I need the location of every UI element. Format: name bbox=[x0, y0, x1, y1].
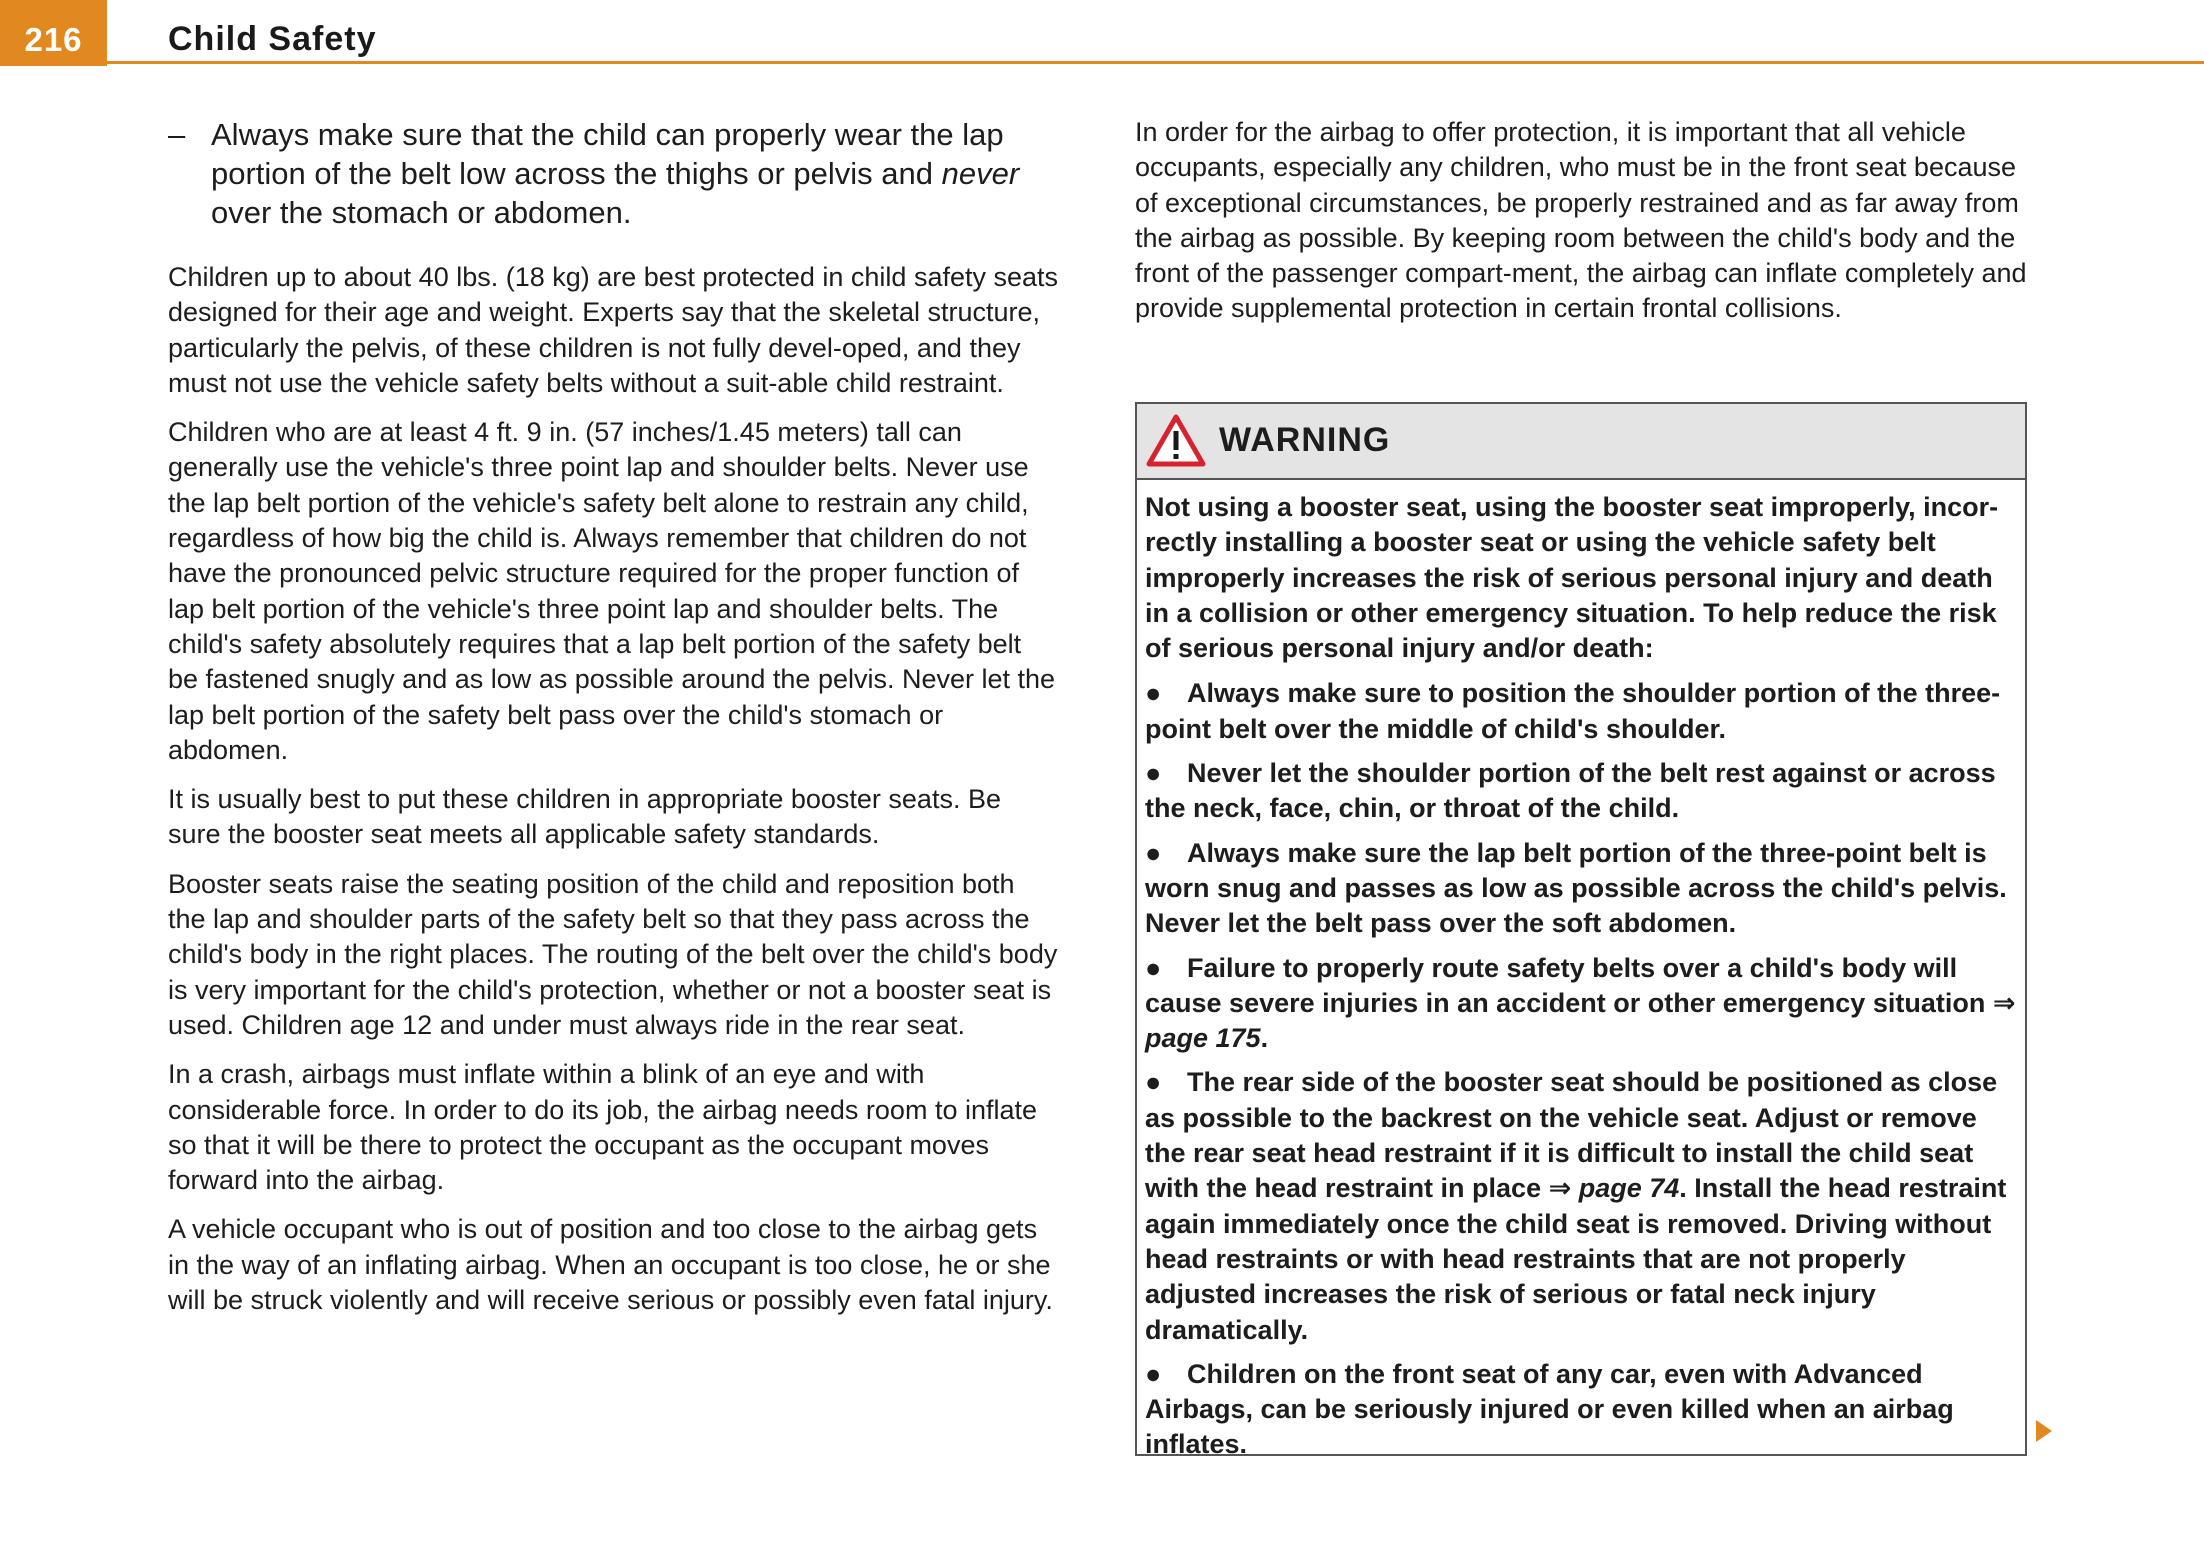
dash-item-text-end: over the stomach or abdomen. bbox=[211, 195, 632, 230]
bullet-text: Failure to properly route safety belts over a child's body will cause severe injuries in an accident or other emergency situation bbox=[1145, 952, 1993, 1018]
dash-item-emphasis: never bbox=[941, 156, 1020, 191]
paragraph-booster-routing: Booster seats raise the seating position of the child and reposition both the lap and shoulder parts of the safety belt so that they pass across the child's body in the right places. The routing of the belt over the child's body is very important for the child's protection, whether or not a booster seat is used. Children age 12 and under must always ride in the rear seat. bbox=[168, 868, 1058, 1040]
paragraph-child-safety-seats: Children up to about 40 lbs. (18 kg) are best protected in child safety seats designed for their age and weight. Experts say that the skeletal structure, particularly the pelvis, of these children is not fully devel-oped, and they must not use the vehicle safety belts without a suit-able child restraint. bbox=[168, 262, 1059, 398]
warning-bullet bbox=[1145, 836, 2017, 942]
bullet-text-end: . Install the head restraint again immediately once the child seat is removed. Driving without head restraints or with head restraints that are not properly adjusted increases the risk of serious or fatal neck injury dramatically. bbox=[1145, 1173, 2007, 1345]
warning-title: WARNING bbox=[1219, 421, 1391, 459]
bullet-text: Never let the shoulder portion of the belt rest against or across the neck, face, chin, or throat of the child. bbox=[1145, 758, 1996, 824]
bullet-text: Always make sure the lap belt portion of the three-point belt is worn snug and passes as low as possible across the child's pelvis. Never let the belt pass over the soft abdomen. bbox=[1145, 837, 2007, 939]
warning-body bbox=[1137, 480, 2025, 1463]
warning-triangle-icon bbox=[1145, 413, 1207, 469]
right-column bbox=[1135, 115, 2030, 341]
bullet-text: The rear side of the booster seat should be positioned as close as possible to the backrest on the vehicle seat. Adjust or remove the rear seat head restraint if it is difficult to install the child seat with the head restraint in place bbox=[1145, 1067, 1998, 1204]
warning-bullet bbox=[1145, 1065, 2017, 1347]
warning-bullet bbox=[1145, 1357, 2017, 1463]
left-column bbox=[168, 115, 1058, 1332]
bullet-text: Always make sure to position the shoulder portion of the three-point belt over the middle of child's shoulder. bbox=[1145, 678, 2001, 744]
page-reference-link[interactable]: ⇒ page 175 bbox=[1145, 987, 2016, 1054]
bullet-icon: ● bbox=[1145, 758, 1162, 789]
dash-list-item bbox=[168, 115, 1058, 232]
header-rule bbox=[107, 61, 2204, 64]
paragraph-airbag-protection: In order for the airbag to offer protection, it is important that all vehicle occupants, especially any children, who must be in the front seat because of exceptional circumstances, be properly restrained and as far away from the airbag as possible. By keeping room between the child's body and the front of the passenger compart-ment, the airbag can inflate completely and provide supplemental protection in certain frontal collisions. bbox=[1135, 117, 2027, 324]
warning-header bbox=[1137, 404, 2025, 480]
bullet-text-end: . bbox=[1260, 1023, 1269, 1054]
dash-item-text: Always make sure that the child can properly wear the lap portion of the belt low across the thighs or pelvis and bbox=[211, 117, 1004, 191]
bullet-text: Children on the front seat of any car, even with Advanced Airbags, can be seriously injured or even killed when an airbag inflates. bbox=[1145, 1358, 1954, 1460]
bullet-icon: ● bbox=[1145, 1358, 1162, 1389]
bullet-icon: ● bbox=[1145, 837, 1162, 868]
dash-marker: – bbox=[168, 117, 186, 152]
warning-bullet bbox=[1145, 676, 2017, 747]
paragraph-lap-shoulder-belts: Children who are at least 4 ft. 9 in. (57 inches/1.45 meters) tall can generally use the vehicle's three point lap and shoulder belts. Never use the lap belt portion of the vehicle's safety belt alone to restrain any child, regardless of how big the child is. Always remember that children do not have the pronounced pelvic structure required for the proper function of lap belt portion of the vehicle's three point lap and shoulder belts. The child's safety absolutely requires that a lap belt portion of the safety belt be fastened snugly and as low as possible around the pelvis. Never let the lap belt portion of the safety belt pass over the child's stomach or abdomen. bbox=[168, 417, 1056, 765]
bullet-icon: ● bbox=[1145, 1067, 1162, 1098]
bullet-icon: ● bbox=[1145, 678, 1162, 709]
page-reference-link[interactable]: ⇒ page 74 bbox=[1548, 1173, 1680, 1204]
warning-box bbox=[1135, 402, 2027, 1460]
warning-bullet bbox=[1145, 951, 2017, 1057]
warning-intro: Not using a booster seat, using the booster seat improperly, incor-rectly installing a booster seat or using the vehicle safety belt improperly increases the risk of serious personal injury and death in a collision or other emergency situation. To help reduce the risk of serious personal injury and/or death: bbox=[1145, 492, 1999, 664]
continue-arrow-icon bbox=[2034, 1418, 2054, 1444]
paragraph-booster-seats: It is usually best to put these children in appropriate booster seats. Be sure the booster seat meets all applicable safety standards. bbox=[168, 784, 1001, 850]
page-header bbox=[0, 0, 2204, 66]
warning-bullet bbox=[1145, 756, 2017, 827]
paragraph-airbag-inflate: In a crash, airbags must inflate within a blink of an eye and with considerable force. In order to do its job, the airbag needs room to inflate so that it will be there to protect the occupant as the occupant moves forward into the airbag. bbox=[168, 1059, 1038, 1196]
page-number: 216 bbox=[0, 0, 107, 66]
paragraph-out-of-position: A vehicle occupant who is out of position and too close to the airbag gets in the way of an inflating airbag. When an occupant is too close, he or she will be struck violently and will receive serious or possibly even fatal injury. bbox=[168, 1214, 1053, 1316]
page-title: Child Safety bbox=[168, 20, 377, 58]
bullet-icon: ● bbox=[1145, 952, 1162, 983]
